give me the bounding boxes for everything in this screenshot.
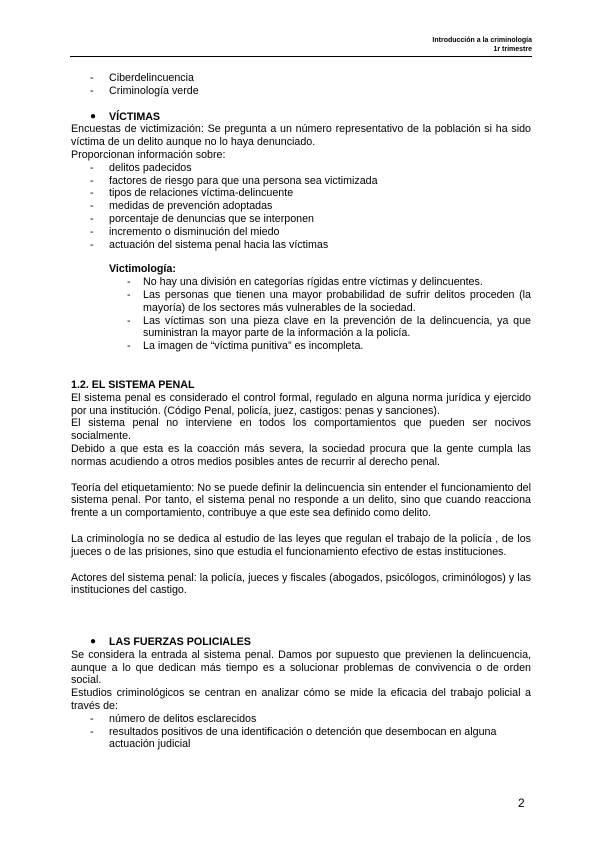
list-item: - actuación del sistema penal hacia las víctimas (71, 239, 531, 252)
victimologia-list (71, 276, 531, 353)
section-heading-sistema-penal: 1.2. EL SISTEMA PENAL (71, 378, 195, 391)
section-heading-fuerzas-policiales (71, 636, 531, 649)
list-item: - medidas de prevención adoptadas (71, 200, 531, 213)
section-title: LAS FUERZAS POLICIALES (109, 636, 251, 649)
list-item: - número de delitos esclarecidos (71, 713, 531, 726)
list-item: - Las personas que tienen una mayor probabilidad de sufrir delitos proceden (la mayoría) de los sectores más vulnerables de la sociedad. (71, 289, 531, 315)
page-number: 2 (518, 796, 525, 810)
subheading-victimologia: Victimología: (109, 263, 176, 276)
bullet-icon: ● (90, 636, 97, 648)
paragraph: Proporcionan información sobre: (71, 148, 226, 161)
list-item: - La imagen de “víctima punitiva” es incompleta. (71, 340, 531, 353)
paragraph: La criminología no se dedica al estudio de las leyes que regulan el trabajo de la policía , de los jueces o de las prisiones, sino que estudia el funcionamiento efectivo de estas instituciones. (71, 532, 531, 558)
list-item: - factores de riesgo para que una persona sea victimizada (71, 175, 531, 188)
paragraph: Actores del sistema penal: la policía, jueces y fiscales (abogados, psicólogos, criminólogos) y las instituciones del castigo. (71, 571, 531, 597)
paragraph: Estudios criminológicos se centran en analizar cómo se mide la eficacia del trabajo policial a través de: (71, 687, 531, 713)
section-title: VÍCTIMAS (109, 110, 161, 123)
bullet-icon: ● (90, 110, 97, 122)
paragraph: El sistema penal no interviene en todos los comportamientos que pueden ser nocivos socialmente. (71, 417, 531, 443)
paragraph: Debido a que esta es la coacción más severa, la sociedad procura que la gente cumpla las normas acudiendo a otros medios posibles antes de recurrir al derecho penal. (71, 442, 531, 468)
section-heading-victimas (71, 111, 531, 124)
paragraph: Encuestas de victimización: Se pregunta a un número representativo de la población si ha sido víctima de un delito aunque no lo haya denunciado. (71, 123, 531, 149)
victimas-list (71, 162, 531, 252)
intro-list (71, 72, 531, 98)
list-item: - delitos padecidos (71, 162, 531, 175)
list-item: - Criminología verde (71, 85, 531, 98)
list-item: - Las víctimas son una pieza clave en la prevención de la delincuencia, ya que suministran la mayor parte de la información a la policía. (71, 315, 531, 341)
list-item: - Ciberdelincuencia (71, 72, 531, 85)
list-item: - porcentaje de denuncias que se interponen (71, 213, 531, 226)
list-item: - incremento o disminución del miedo (71, 226, 531, 239)
list-item: - tipos de relaciones víctima-delincuente (71, 187, 531, 200)
fuerzas-list (71, 713, 531, 751)
paragraph: Se considera la entrada al sistema penal. Damos por supuesto que previenen la delincuencia, aunque a lo que dedican más tiempo es a solucionar problemas de convivencia o de orden social. (71, 648, 531, 687)
paragraph: Teoría del etiquetamiento: No se puede definir la delincuencia sin entender el funcionamiento del sistema penal. Por tanto, el sistema penal no responde a un delito, sino que cuando reacciona frente a un comportamiento, contribuye a que este sea definido como delito. (71, 481, 531, 520)
document-body (71, 72, 531, 751)
header-divider (70, 56, 532, 57)
paragraph: El sistema penal es considerado el control formal, regulado en alguna norma jurídica y ejercido por una institución. (Código Penal, policía, juez, castigos: penas y sanciones). (71, 391, 531, 417)
list-item: - No hay una división en categorías rígidas entre víctimas y delincuentes. (71, 276, 531, 289)
header-course: Introducción a la criminología (432, 37, 532, 44)
header-term: 1r trimestre (493, 46, 532, 53)
list-item: - resultados positivos de una identificación o detención que desembocan en alguna actuación judicial (71, 726, 531, 752)
